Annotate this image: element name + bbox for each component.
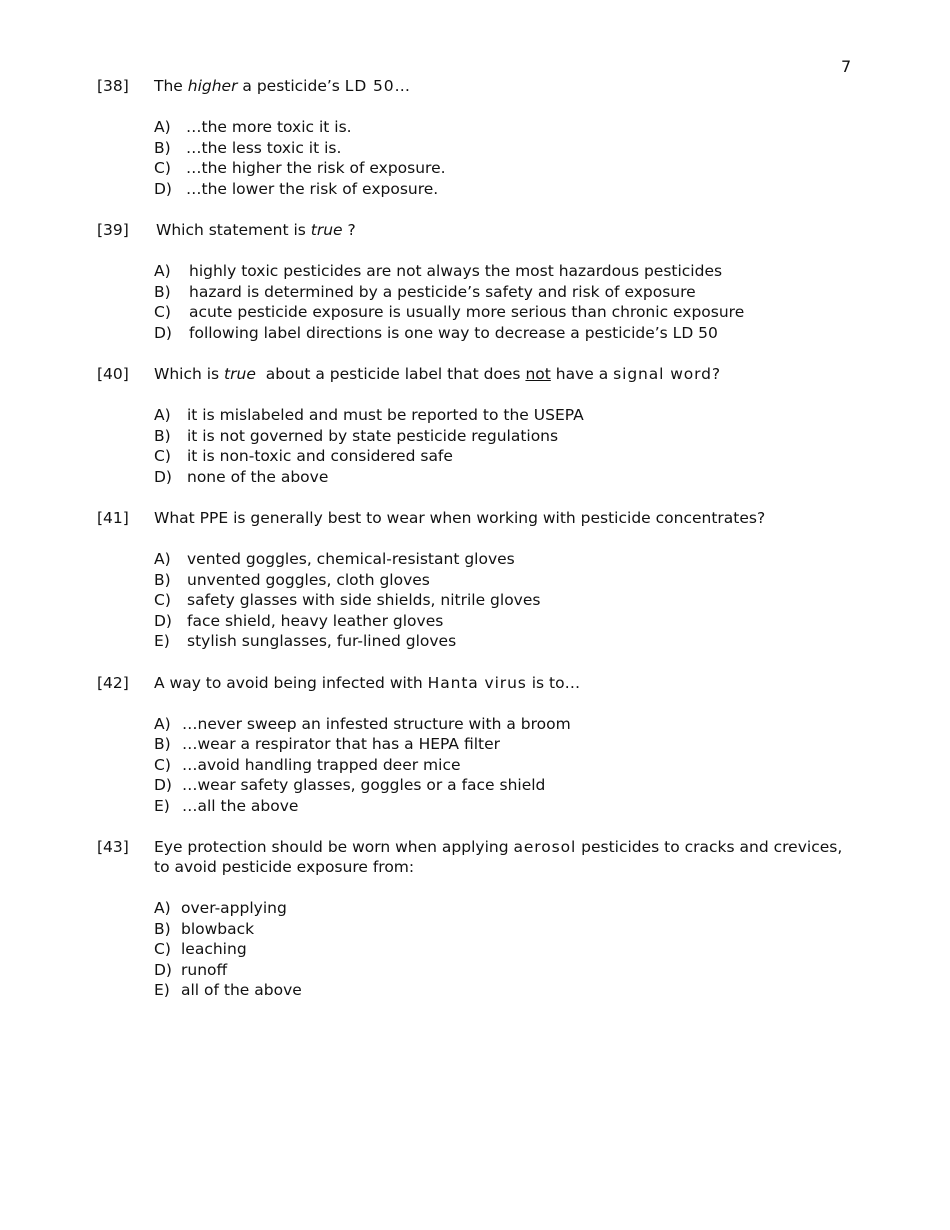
option-label: A) xyxy=(154,118,171,136)
option-text: all of the above xyxy=(181,981,302,999)
answer-option xyxy=(154,549,857,570)
question-stem: A way to avoid being infected with Hanta virus is to… xyxy=(154,673,581,692)
emphasis-true: true xyxy=(310,221,343,239)
option-text: acute pesticide exposure is usually more serious than chronic exposure xyxy=(189,303,745,321)
answer-option xyxy=(154,919,857,940)
option-text: …never sweep an infested structure with a broom xyxy=(182,714,571,733)
answer-options xyxy=(154,117,857,199)
answer-option xyxy=(154,467,857,488)
answer-option xyxy=(154,261,857,282)
answer-option xyxy=(154,446,857,467)
page-number: 7 xyxy=(841,57,852,76)
option-text: it is not governed by state pesticide regulations xyxy=(187,426,559,445)
option-text: none of the above xyxy=(187,467,329,486)
term-aerosol: aerosol xyxy=(513,838,577,856)
answer-option xyxy=(154,980,857,1001)
option-text: …wear safety glasses, goggles or a face shield xyxy=(182,776,546,794)
option-label: C) xyxy=(154,591,171,609)
answer-option xyxy=(154,302,857,323)
question-stem-row xyxy=(97,673,857,693)
option-label: D) xyxy=(154,960,172,979)
option-label: E) xyxy=(154,632,170,650)
option-label: D) xyxy=(154,323,172,342)
emphasis-not: not xyxy=(525,365,551,383)
option-label: D) xyxy=(154,776,172,794)
answer-option xyxy=(154,755,857,776)
answer-option xyxy=(154,323,857,344)
option-text: vented goggles, chemical-resistant gloves xyxy=(187,550,515,568)
question-stem-row xyxy=(97,837,857,877)
option-text: stylish sunglasses, fur-lined gloves xyxy=(187,632,457,650)
question-41 xyxy=(97,508,857,652)
option-text: …wear a respirator that has a HEPA filter xyxy=(182,735,500,753)
question-number: [41] xyxy=(97,509,129,527)
option-text: leaching xyxy=(181,940,247,958)
answer-options xyxy=(154,261,857,343)
question-stem: Which is true about a pesticide label that does not have a signal word? xyxy=(154,365,721,383)
option-label: A) xyxy=(154,899,171,917)
question-number: [42] xyxy=(97,673,129,692)
option-text: safety glasses with side shields, nitrile gloves xyxy=(187,591,541,609)
option-text: …the lower the risk of exposure. xyxy=(186,179,439,198)
option-label: B) xyxy=(154,426,171,445)
option-label: A) xyxy=(154,262,171,280)
option-text: following label directions is one way to decrease a pesticide’s LD 50 xyxy=(189,323,718,342)
option-text: hazard is determined by a pesticide’s safety and risk of exposure xyxy=(189,282,696,301)
answer-options xyxy=(154,549,857,652)
answer-options xyxy=(154,898,857,1001)
answer-options xyxy=(154,405,857,487)
option-label: C) xyxy=(154,447,171,465)
option-label: C) xyxy=(154,755,171,774)
question-stem: The higher a pesticide’s LD 50… xyxy=(154,77,411,95)
option-text: unvented goggles, cloth gloves xyxy=(187,570,430,589)
answer-option xyxy=(154,179,857,200)
option-text: …the higher the risk of exposure. xyxy=(186,159,446,177)
question-40 xyxy=(97,364,857,487)
answer-option xyxy=(154,117,857,138)
option-text: …the less toxic it is. xyxy=(186,138,342,157)
answer-option xyxy=(154,775,857,796)
option-text: runoff xyxy=(181,960,228,979)
option-label: C) xyxy=(154,303,171,321)
answer-option xyxy=(154,570,857,591)
option-label: B) xyxy=(154,282,171,301)
answer-option xyxy=(154,734,857,755)
option-text: …all the above xyxy=(182,796,299,815)
answer-option xyxy=(154,796,857,817)
emphasis-true: true xyxy=(224,365,256,383)
term-ld50: LD 50 xyxy=(344,77,395,95)
option-label: A) xyxy=(154,714,171,733)
question-stem-row xyxy=(97,76,857,96)
answer-option xyxy=(154,405,857,426)
option-text: over-applying xyxy=(181,899,287,917)
question-number: [39] xyxy=(97,221,129,239)
answer-option xyxy=(154,138,857,159)
question-number: [38] xyxy=(97,77,129,95)
option-text: face shield, heavy leather gloves xyxy=(187,611,444,630)
option-text: …avoid handling trapped deer mice xyxy=(182,755,461,774)
question-stem: What PPE is generally best to wear when working with pesticide concentrates? xyxy=(154,509,766,527)
answer-option xyxy=(154,590,857,611)
question-stem-row xyxy=(97,508,857,528)
answer-option xyxy=(154,960,857,981)
option-label: E) xyxy=(154,981,170,999)
term-signal-word: signal word xyxy=(613,365,712,383)
question-42 xyxy=(97,673,857,817)
question-list xyxy=(97,76,857,1022)
option-text: it is mislabeled and must be reported to the USEPA xyxy=(187,406,584,424)
answer-option xyxy=(154,282,857,303)
option-label: D) xyxy=(154,611,172,630)
answer-option xyxy=(154,611,857,632)
option-label: D) xyxy=(154,467,172,486)
option-label: B) xyxy=(154,919,171,938)
answer-option xyxy=(154,898,857,919)
option-label: E) xyxy=(154,796,170,815)
option-label: A) xyxy=(154,550,171,568)
option-label: A) xyxy=(154,406,171,424)
answer-option xyxy=(154,158,857,179)
emphasis-higher: higher xyxy=(187,77,238,95)
option-label: C) xyxy=(154,159,171,177)
answer-options xyxy=(154,714,857,817)
option-label: B) xyxy=(154,570,171,589)
option-text: …the more toxic it is. xyxy=(186,118,352,136)
option-text: blowback xyxy=(181,919,255,938)
option-label: C) xyxy=(154,940,171,958)
answer-option xyxy=(154,426,857,447)
option-label: B) xyxy=(154,735,171,753)
question-stem-row xyxy=(97,364,857,384)
question-number: [43] xyxy=(97,838,129,856)
answer-option xyxy=(154,939,857,960)
option-label: B) xyxy=(154,138,171,157)
question-stem-row xyxy=(97,220,857,240)
question-38 xyxy=(97,76,857,199)
option-text: highly toxic pesticides are not always the most hazardous pesticides xyxy=(189,262,723,280)
question-number: [40] xyxy=(97,365,129,383)
answer-option xyxy=(154,631,857,652)
question-39 xyxy=(97,220,857,343)
option-text: it is non-toxic and considered safe xyxy=(187,447,453,465)
question-stem: Which statement is true ? xyxy=(156,221,356,239)
option-label: D) xyxy=(154,179,172,198)
question-stem: Eye protection should be worn when applying aerosol pesticides to cracks and crevices, to avoid pesticide exposure from: xyxy=(154,838,843,876)
term-hanta-virus: Hanta virus xyxy=(427,673,527,692)
answer-option xyxy=(154,714,857,735)
question-43 xyxy=(97,837,857,1001)
